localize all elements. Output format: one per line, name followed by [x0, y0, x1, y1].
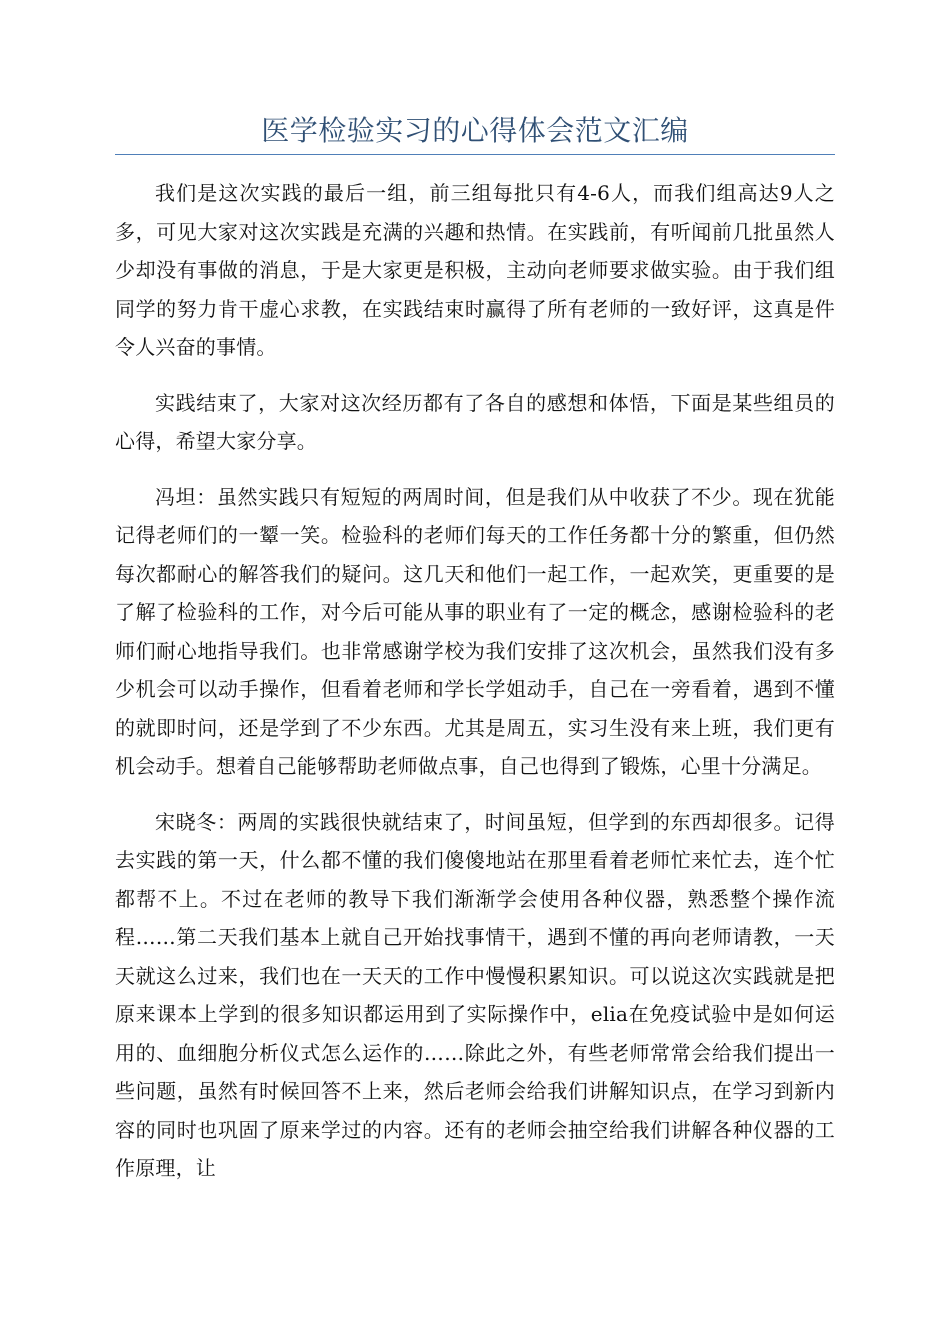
- document-title: 医学检验实习的心得体会范文汇编: [261, 114, 689, 147]
- paragraph-transition: 实践结束了，大家对这次经历都有了各自的感想和体悟，下面是某些组员的心得，希望大家分享。: [115, 390, 835, 453]
- paragraph-intro: 我们是这次实践的最后一组，前三组每批只有4-6人，而我们组高达9人之多，可见大家对这次实践是充满的兴趣和热情。在实践前，有听闻前几批虽然人少却没有事做的消息，于是大家更是积极，主动向老师要求做实验。由于我们组同学的努力肯干虚心求教，在实践结束时赢得了所有老师的一致好评，这真是件令人兴奋的事情。: [115, 181, 835, 359]
- paragraph-feng-tan: 冯坦：虽然实践只有短短的两周时间，但是我们从中收获了不少。现在犹能记得老师们的一颦一笑。检验科的老师们每天的工作任务都十分的繁重，但仍然每次都耐心的解答我们的疑问。这几天和他们一起工作，一起欢笑，更重要的是了解了检验科的工作，对今后可能从事的职业有了一定的概念，感谢检验科的老师们耐心地指导我们。也非常感谢学校为我们安排了这次机会，虽然我们没有多少机会可以动手操作，但看着老师和学长学姐动手，自己在一旁看着，遇到不懂的就即时问，还是学到了不少东西。尤其是周五，实习生没有来上班，我们更有机会动手。想着自己能够帮助老师做点事，自己也得到了锻炼，心里十分满足。: [115, 484, 835, 778]
- paragraph-song-xiaodong: 宋晓冬：两周的实践很快就结束了，时间虽短，但学到的东西却很多。记得去实践的第一天，什么都不懂的我们傻傻地站在那里看着老师忙来忙去，连个忙都帮不上。不过在老师的教导下我们渐渐学会使用各种仪器，熟悉整个操作流程……第二天我们基本上就自己开始找事情干，遇到不懂的再向老师请教，一天天就这么过来，我们也在一天天的工作中慢慢积累知识。可以说这次实践就是把原来课本上学到的很多知识都运用到了实际操作中，elia在免疫试验中是如何运用的、血细胞分析仪式怎么运作的……除此之外，有些老师常常会给我们提出一些问题，虽然有时候回答不上来，然后老师会给我们讲解知识点，在学习到新内容的同时也巩固了原来学过的内容。还有的老师会抽空给我们讲解各种仪器的工作原理，让: [115, 809, 835, 1180]
- document-body: [115, 174, 835, 1205]
- title-underline: [115, 154, 835, 155]
